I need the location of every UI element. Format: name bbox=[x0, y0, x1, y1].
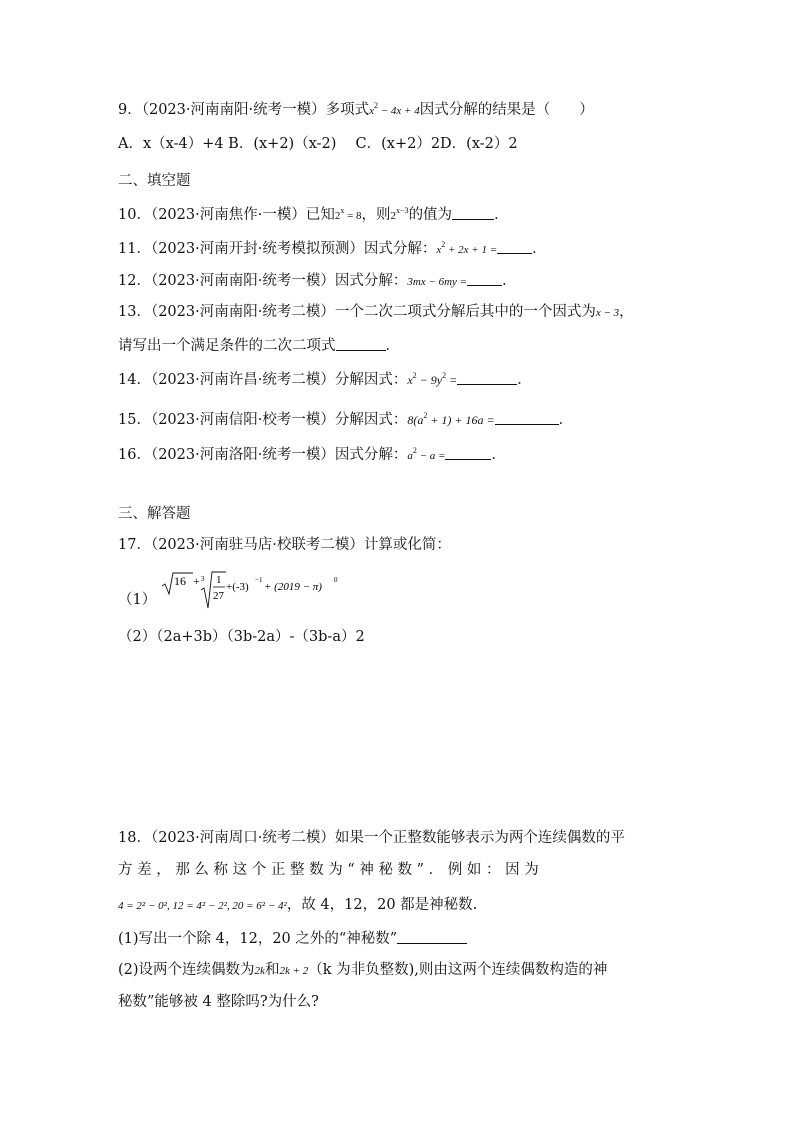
q17-sqrt-arg: 16 bbox=[174, 574, 186, 588]
q13-line2-prefix: 请写出一个满足条件的二次二项式 bbox=[118, 338, 336, 354]
q18-sub2-prefix: (2)设两个连续偶数为 bbox=[118, 962, 255, 978]
q18-sub2-suffix: （k 为非负整数),则由这两个连续偶数构造的神 bbox=[308, 962, 608, 978]
q12 bbox=[118, 271, 517, 292]
q17-stem: 17．（2023·河南驻马店·校联考二模）计算或化简： bbox=[118, 537, 451, 553]
q18-math-line: 4 = 2² − 0², 12 = 4² − 2², 20 = 6² − 4² bbox=[118, 900, 287, 912]
q10-end: ． bbox=[494, 207, 509, 223]
q14-m-mid: − 9y bbox=[416, 373, 443, 387]
q17-term3: + (2019 − π) bbox=[264, 581, 322, 593]
section-fill-blank-title: 二、填空题 bbox=[118, 173, 191, 189]
q13-end: ． bbox=[385, 338, 400, 354]
q16-prefix: 16．（2023·河南洛阳·统考一模）因式分解： bbox=[118, 447, 408, 463]
q9-stem bbox=[118, 100, 594, 121]
q11-m-rest: + 2x + 1 = bbox=[445, 244, 498, 256]
q16 bbox=[118, 445, 506, 466]
q18-sub2-m1: 2k bbox=[254, 965, 265, 977]
q12-end: ． bbox=[502, 273, 517, 289]
q13-expression: x − 3 bbox=[595, 307, 620, 319]
q10-e2-exp: x−3 bbox=[396, 206, 409, 215]
q14-m1-sq: 2 bbox=[412, 371, 417, 380]
q15-m-b: + 1) + 16a = bbox=[427, 413, 495, 427]
q16-m-sq: 2 bbox=[412, 446, 417, 455]
q10-expr1 bbox=[334, 206, 362, 222]
q14-m-eq: = bbox=[446, 373, 458, 387]
q9-options: A．x（x-4）+4 B．(x+2)（x-2) C．(x+2）2D．(x-2）2 bbox=[118, 136, 518, 152]
q18-line2: 方 差 ， 那 么 称 这 个 正 整 数 为 “ 神 秘 数 ” ． 例 如 ： 因 为 bbox=[118, 862, 539, 878]
q9-expr-rest: − 4x + 4 bbox=[377, 105, 420, 117]
q17-term3-exp: 0 bbox=[334, 576, 338, 584]
q11-prefix: 11．（2023·河南开封·统考模拟预测）因式分解： bbox=[118, 241, 437, 257]
q14-prefix: 14．（2023·河南许昌·统考二模）分解因式： bbox=[118, 372, 408, 388]
q16-end: ． bbox=[491, 447, 506, 463]
q15 bbox=[118, 410, 573, 430]
q14-expression bbox=[407, 373, 457, 387]
q15-m-sq: 2 bbox=[423, 411, 428, 420]
q10-e1-rest: = 8 bbox=[344, 210, 362, 222]
q18-line1: 18．（2023·河南周口·统考二模）如果一个正整数能够表示为两个连续偶数的平 bbox=[118, 830, 625, 846]
q17-frac-den: 27 bbox=[213, 590, 224, 602]
q15-m-a: 8(a bbox=[407, 413, 424, 427]
q18-line3-suffix: ，故 4，12，20 都是神秘数. bbox=[286, 897, 478, 913]
q9-stem-suffix: 因式分解的结果是（ ） bbox=[419, 102, 594, 118]
q11 bbox=[118, 239, 547, 260]
q9-expression bbox=[369, 101, 420, 117]
q15-end: ． bbox=[558, 412, 574, 428]
q11-expression bbox=[436, 240, 498, 256]
q16-m-b: − a = bbox=[416, 450, 446, 462]
q13-line1-suffix: ， bbox=[619, 304, 634, 320]
q10 bbox=[118, 205, 509, 226]
q10-e1-base: 2 bbox=[334, 210, 341, 222]
q10-e2-base: 2 bbox=[390, 210, 397, 222]
q10-e1-exp: x bbox=[340, 206, 345, 215]
q18-line3 bbox=[118, 895, 477, 916]
q17-plus1: + bbox=[193, 574, 200, 588]
q10-middle: ，则 bbox=[361, 207, 391, 223]
q16-m-a: a bbox=[407, 450, 413, 462]
q15-answer-blank[interactable] bbox=[495, 410, 559, 425]
q11-m-x: x bbox=[436, 244, 442, 256]
q10-expr2 bbox=[390, 206, 409, 222]
section-solve-title: 三、解答题 bbox=[118, 506, 191, 522]
q14-m2-sq: 2 bbox=[442, 371, 447, 380]
q9-expr-x: x bbox=[369, 105, 374, 117]
q13-line1 bbox=[118, 302, 634, 323]
q11-m-sq: 2 bbox=[441, 240, 446, 249]
q11-end: ． bbox=[532, 241, 547, 257]
q16-answer-blank[interactable] bbox=[445, 445, 491, 460]
q17-term2: +(-3) bbox=[226, 581, 249, 593]
q12-expression: 3mx − 6my = bbox=[407, 276, 468, 288]
q17-formula-svg bbox=[160, 570, 360, 610]
q18-sub2-and: 和 bbox=[264, 962, 280, 978]
q17-part1-expression bbox=[160, 570, 360, 614]
q17-term2-exp: −1 bbox=[255, 576, 263, 584]
q14 bbox=[118, 370, 532, 390]
q13-answer-blank[interactable] bbox=[336, 336, 386, 351]
q18-sub1-text: (1)写出一个除 4，12，20 之外的“神秘数” bbox=[118, 931, 398, 947]
q13-line2 bbox=[118, 336, 400, 356]
q9-stem-prefix: 9．（2023·河南南阳·统考一模）多项式 bbox=[118, 102, 370, 118]
q11-answer-blank[interactable] bbox=[497, 239, 532, 254]
q14-end: ． bbox=[517, 372, 532, 388]
q10-suffix: 的值为 bbox=[408, 207, 453, 223]
q18-sub1 bbox=[118, 929, 467, 949]
q18-sub2-m2: 2k + 2 bbox=[279, 965, 309, 977]
q15-prefix: 15．（2023·河南信阳·校考一模）分解因式： bbox=[118, 412, 408, 428]
q17-cube-index: 3 bbox=[201, 575, 205, 583]
q14-m1: x bbox=[407, 373, 413, 387]
q16-expression bbox=[407, 446, 446, 462]
q9-expr-sq: 2 bbox=[373, 101, 378, 110]
q18-sub1-answer-blank[interactable] bbox=[397, 929, 467, 944]
q14-answer-blank[interactable] bbox=[457, 370, 517, 385]
q13-line1-prefix: 13．（2023·河南南阳·统考二模）一个二次二项式分解后其中的一个因式为 bbox=[118, 304, 596, 320]
q12-answer-blank[interactable] bbox=[467, 271, 502, 286]
q17-part2: （2）（2a+3b）（3b-2a）-（3b-a）2 bbox=[118, 629, 365, 645]
q17-frac-num: 1 bbox=[216, 574, 222, 586]
q18-sub2-line2: 秘数”能够被 4 整除吗?为什么? bbox=[118, 994, 319, 1010]
q10-answer-blank[interactable] bbox=[452, 205, 494, 220]
q18-sub2 bbox=[118, 960, 607, 981]
q17-part1-label: （1） bbox=[118, 592, 157, 608]
q15-expression bbox=[407, 413, 494, 427]
q10-prefix: 10．（2023·河南焦作·一模）已知 bbox=[118, 207, 335, 223]
q12-prefix: 12．（2023·河南南阳·统考一模）因式分解： bbox=[118, 273, 408, 289]
